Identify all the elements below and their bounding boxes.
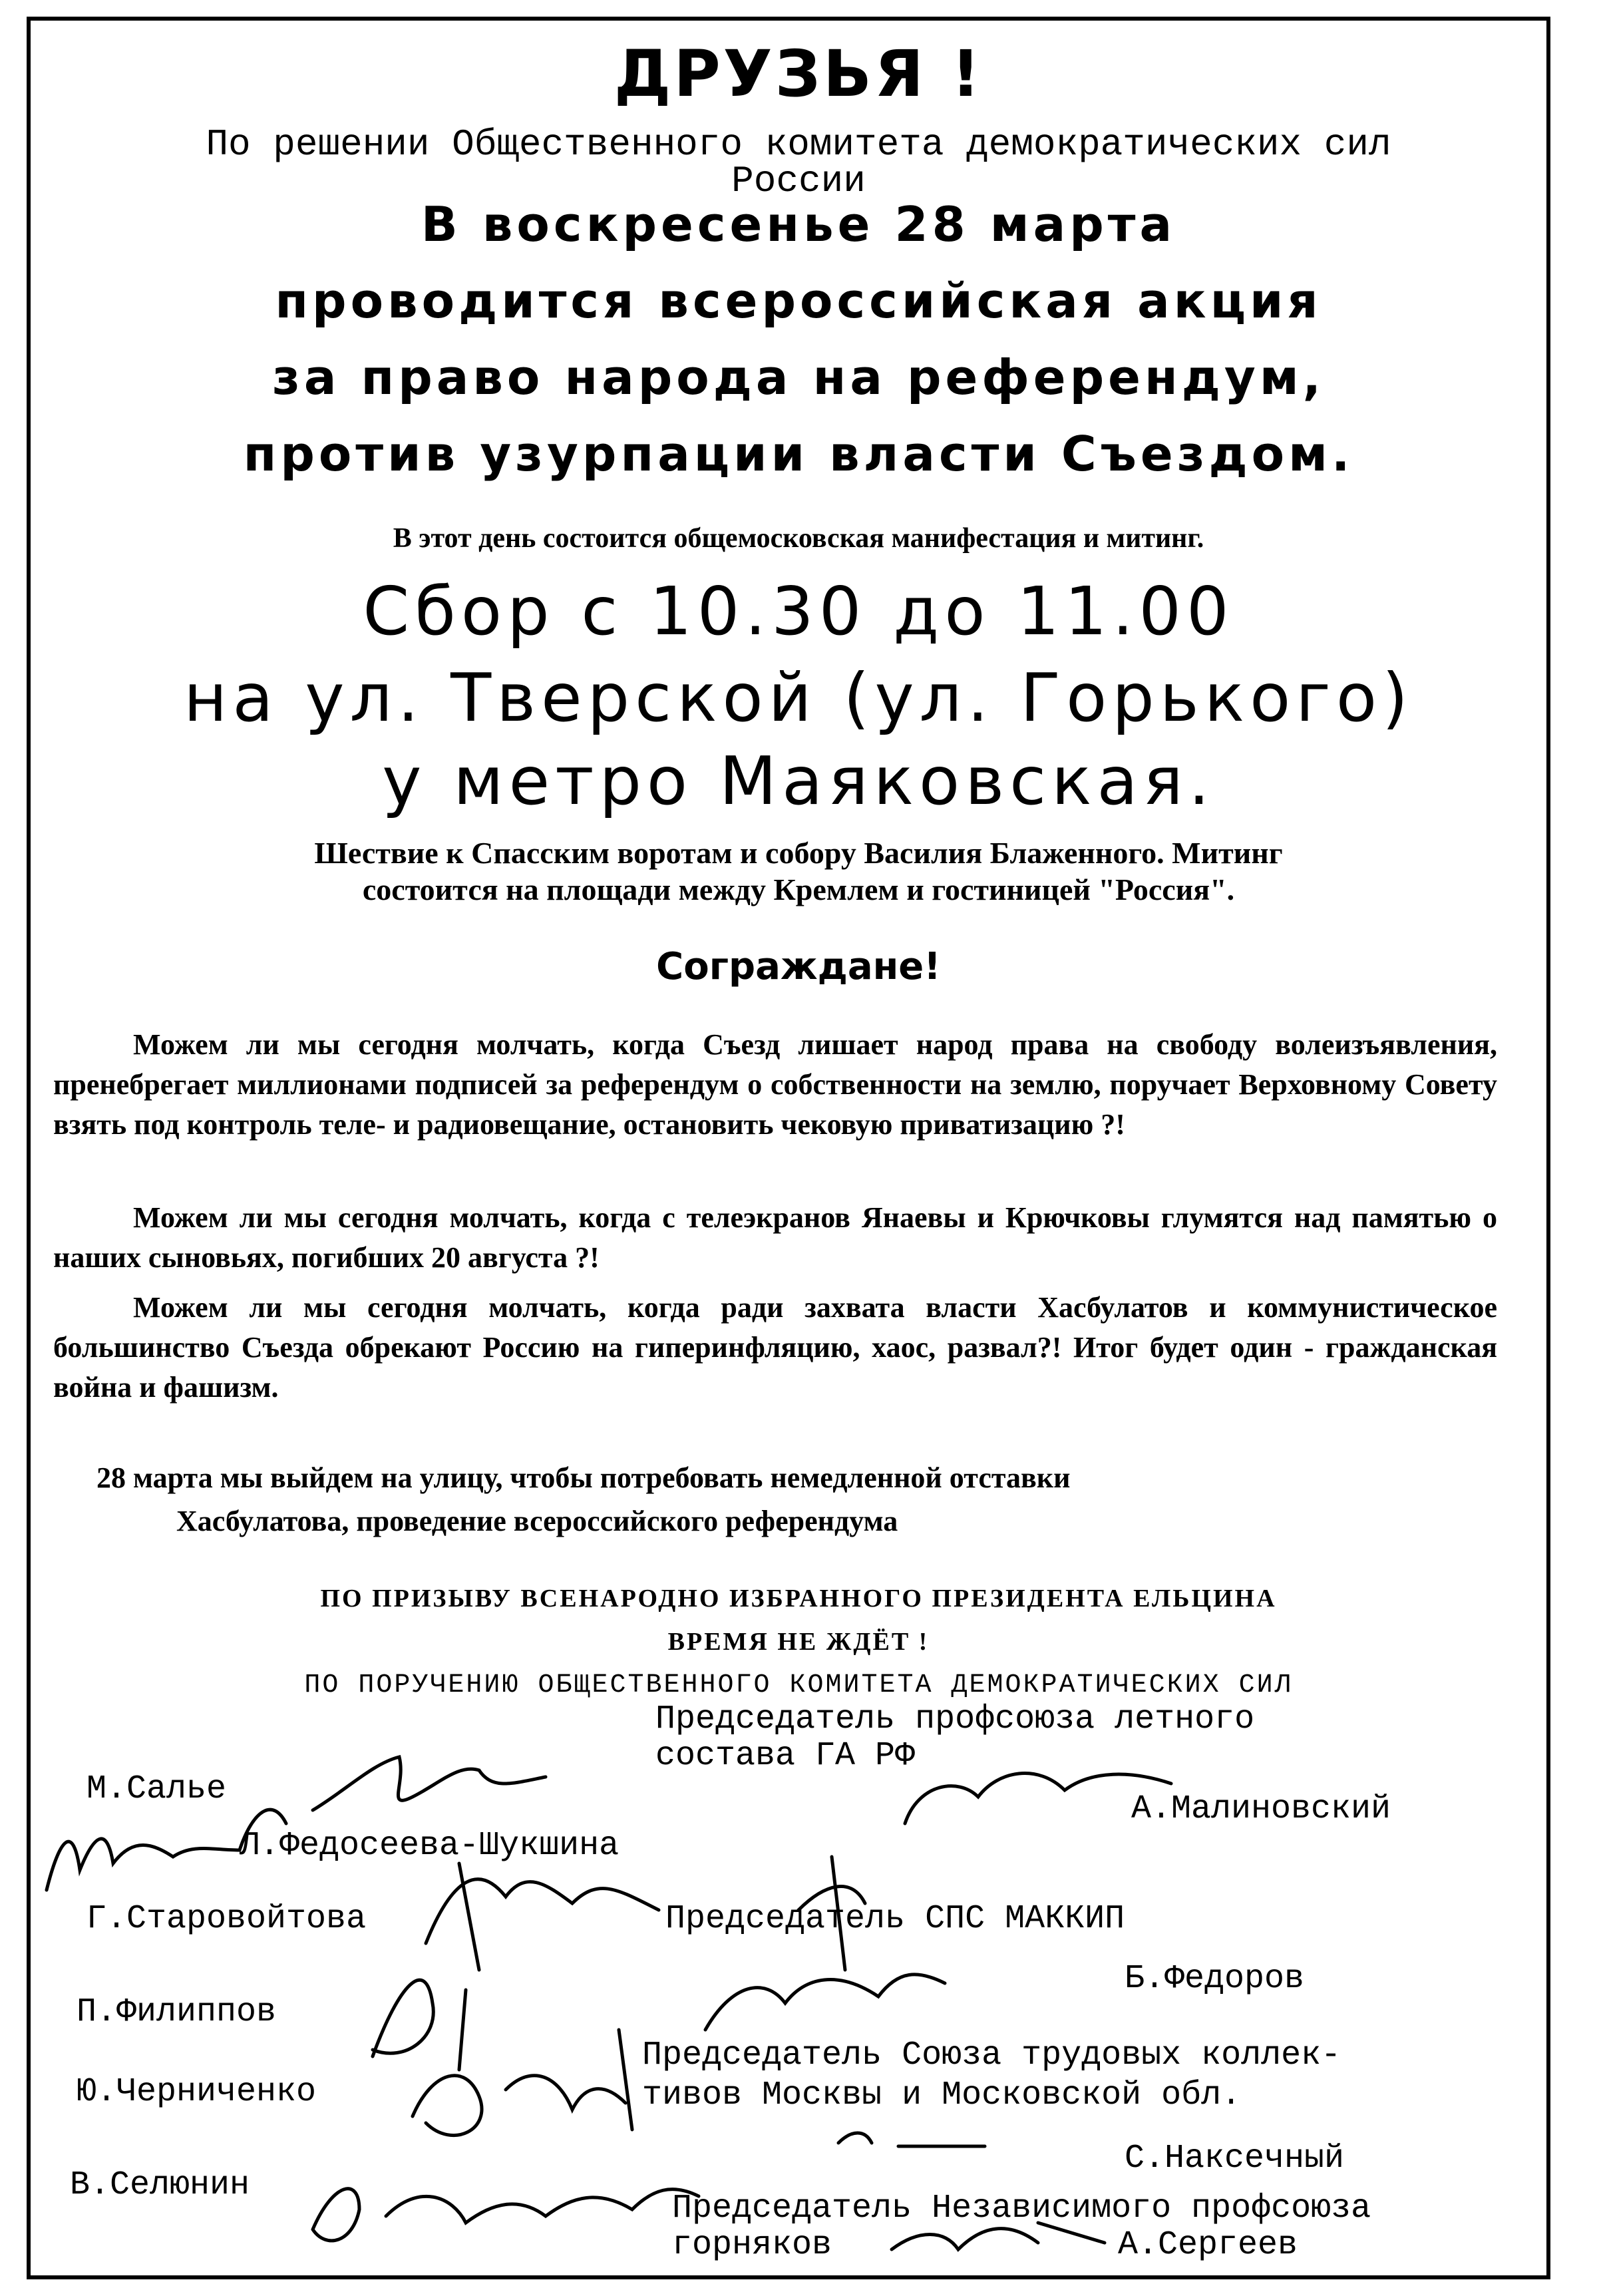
filippov-signature: [373, 1980, 466, 2070]
gathering-time: Сбор с 10.30 до 11.00: [363, 572, 1234, 650]
gathering-metro: у метро Маяковская.: [382, 742, 1215, 820]
citizens-heading: Сограждане!: [656, 945, 941, 988]
appeal-paragraph-2: Можем ли мы сегодня молчать, когда с телеэкранов Янаевы и Крючковы глумятся над памятью о наших сыновьях, погибших 20 августа ?!: [53, 1201, 1497, 1274]
spc-signature: [705, 1975, 945, 2030]
page-title: ДРУЗЬЯ !: [614, 37, 983, 111]
naksechny-signature: [838, 2133, 985, 2146]
salye-signature: [313, 1757, 546, 1810]
pilots-title-line-1: Председатель профсоюза летного: [655, 1700, 1255, 1738]
signatory-fedoseeva: Л.Федосеева-Шукшина: [240, 1827, 620, 1865]
signatory-salye: М.Салье: [87, 1770, 227, 1808]
signatory-filippov: П.Филиппов: [77, 1993, 277, 2031]
demand-line-2: Хасбулатова, проведение всероссийского референдума: [176, 1505, 898, 1537]
shukshina-signature: [47, 1810, 286, 1890]
procession-line-1: Шествие к Спасским воротам и собору Василия Блаженного. Митинг: [314, 836, 1283, 870]
decision-line-1: По решении Общественного комитета демократических сил: [206, 123, 1391, 166]
fedorov-signature: [798, 1857, 865, 1970]
miners-title-line-1: Председатель Независимого профсоюза: [672, 2190, 1371, 2227]
appeal-paragraph-1: Можем ли мы сегодня молчать, когда Съезд лишает народ права на свободу волеизъявления, пренебрегает миллионами подписей за референдум о собственности на землю, поручает Верховному Совету взять под контроль теле- и радиовещание, остановить чековую приватизацию ?!: [53, 1028, 1497, 1141]
president-call: ПО ПРИЗЫВУ ВСЕНАРОДНО ИЗБРАННОГО ПРЕЗИДЕНТА ЕЛЬЦИНА: [320, 1585, 1277, 1613]
spc-title: Председатель СПС МАККИП: [665, 1900, 1125, 1938]
union-title-line-1: Председатель Союза трудовых коллек-: [642, 2036, 1341, 2074]
signatory-malinovsky: А.Малиновский: [1131, 1790, 1391, 1828]
signatory-starovoitova: Г.Старовойтова: [87, 1900, 367, 1938]
chernichenko-signature: [413, 2030, 632, 2136]
signatory-selyunin: В.Селюнин: [70, 2166, 250, 2204]
gathering-street: на ул. Тверской (ул. Горького): [183, 659, 1414, 737]
selyunin-signature: [313, 2189, 699, 2241]
starovoitova-signature: [426, 1863, 659, 1970]
headline-line-2: проводится всероссийская акция: [275, 273, 1322, 329]
decision-line-2: России: [731, 160, 866, 202]
miners-title-line-2: горняков: [672, 2226, 832, 2264]
event-day-line: В этот день состоится общемосковская манифестация и митинг.: [393, 523, 1204, 554]
demand-line-1: 28 марта мы выйдем на улицу, чтобы потребовать немедленной отставки: [96, 1461, 1071, 1494]
pilots-title-line-2: состава ГА РФ: [655, 1737, 916, 1775]
union-title-line-2: тивов Москвы и Московской обл.: [642, 2076, 1242, 2114]
malinovsky-signature: [905, 1774, 1171, 1823]
headline-line-1: В воскресенье 28 марта: [421, 196, 1176, 252]
signatory-chernichenko: Ю.Черниченко: [77, 2073, 317, 2111]
signatory-naksechny: С.Наксечный: [1125, 2140, 1345, 2178]
sergeev-signature: [892, 2223, 1105, 2249]
procession-line-2: состоится на площади между Кремлем и гостиницей "Россия".: [362, 872, 1235, 906]
committee-commission: ПО ПОРУЧЕНИЮ ОБЩЕСТВЕННОГО КОМИТЕТА ДЕМОКРАТИЧЕСКИХ СИЛ: [304, 1670, 1293, 1700]
signatory-sergeev: А.Сергеев: [1118, 2226, 1298, 2264]
time-slogan: ВРЕМЯ НЕ ЖДЁТ !: [667, 1628, 930, 1656]
appeal-paragraph-3: Можем ли мы сегодня молчать, когда ради захвата власти Хасбулатов и коммунистическое большинство Съезда обрекают Россию на гиперинфляцию, хаос, развал?! Итог будет один - гражданская война и фашизм.: [53, 1291, 1497, 1404]
signatory-fedorov: Б.Федоров: [1125, 1960, 1305, 1998]
headline-line-3: за право народа на референдум,: [271, 349, 1326, 405]
headline-line-4: против узурпации власти Съездом.: [243, 426, 1354, 482]
